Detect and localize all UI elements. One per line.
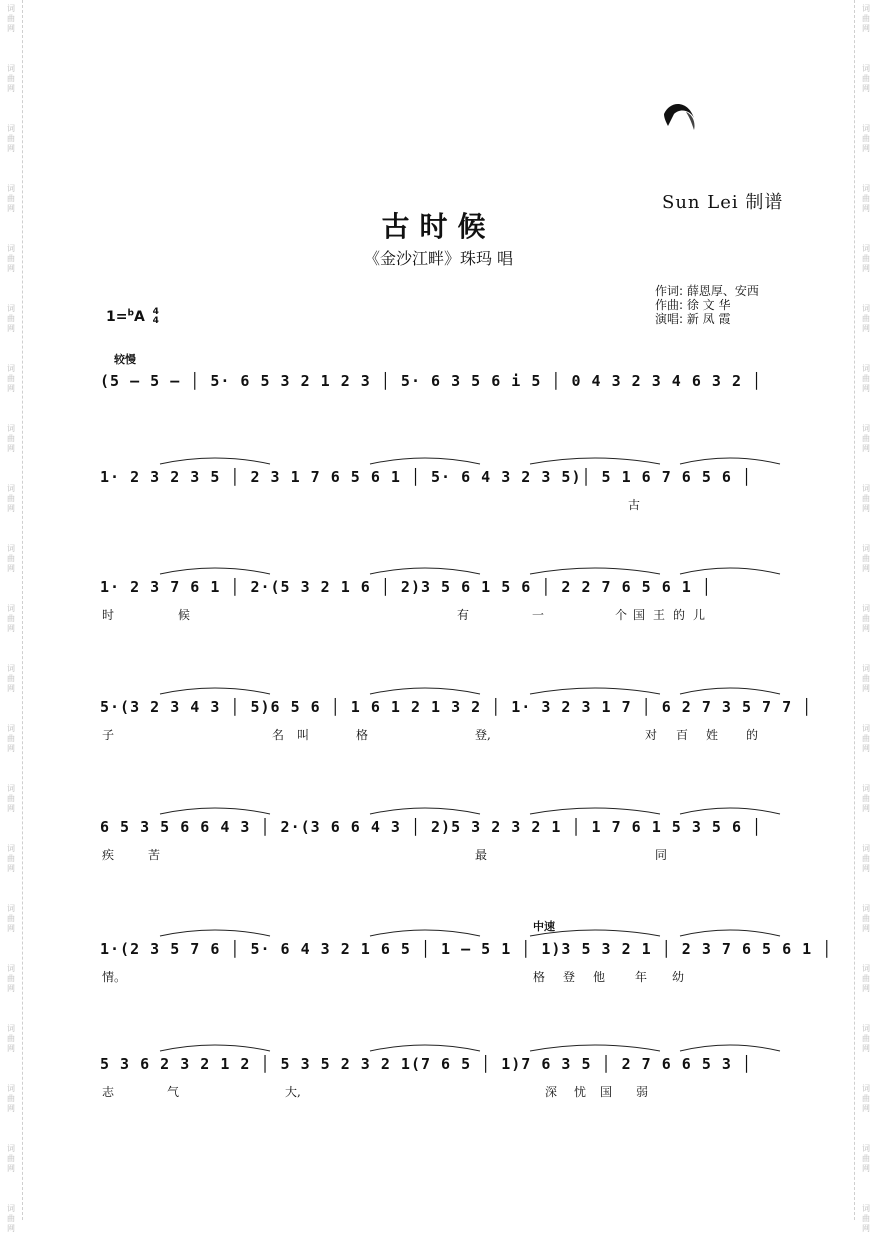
- watermark-text: 词 曲 网: [7, 244, 15, 273]
- logo-text: Sun Lei 制谱: [662, 192, 784, 213]
- watermark-text: 词 曲 网: [862, 664, 870, 693]
- lyric-syllable: 有: [457, 608, 470, 622]
- lyric-syllable: 格: [356, 728, 369, 742]
- lyric-syllable: 的: [673, 608, 686, 622]
- bird-logo-icon: [660, 100, 710, 140]
- lyric-syllable: 忧: [574, 1085, 587, 1099]
- lyric-syllable: 登: [563, 970, 576, 984]
- slur-marks: [100, 1037, 790, 1053]
- watermark-text: 词 曲 网: [862, 364, 870, 393]
- lyric-syllable: 叫: [297, 728, 310, 742]
- lyrics-line: [100, 726, 790, 746]
- lyric-syllable: 名: [272, 728, 285, 742]
- watermark-text: 词 曲 网: [7, 124, 15, 153]
- jianpu-notes: 1· 2 3 2 3 5 │ 2 3 1 7 6 5 6 1 │ 5· 6 4 3 2 3 5)│ 5 1 6 7 6 5 6 │: [100, 468, 752, 486]
- watermark-text: 词 曲 网: [862, 904, 870, 933]
- lyric-syllable: 气: [167, 1085, 180, 1099]
- lyric-syllable: 对: [645, 728, 658, 742]
- watermark-text: 词 曲 网: [7, 1204, 15, 1233]
- credits: [655, 284, 759, 326]
- time-signature: 4 4: [152, 307, 159, 326]
- lyric-syllable: 深: [545, 1085, 558, 1099]
- slur-marks: [100, 800, 790, 816]
- lyric-syllable: 幼: [672, 970, 685, 984]
- watermark-text: 词 曲 网: [7, 664, 15, 693]
- watermark-text: 词 曲 网: [7, 304, 15, 333]
- watermark-text: 词 曲 网: [7, 1144, 15, 1173]
- lyric-syllable: 他: [593, 970, 606, 984]
- lyricist-credit: 作词: 薛恩厚、安西: [655, 284, 759, 298]
- jianpu-notes: (5 — 5 — │ 5· 6 5 3 2 1 2 3 │ 5· 6 3 5 6 i 5 │ 0 4 3 2 3 4 6 3 2 │: [100, 372, 763, 390]
- lyric-syllable: 的: [746, 728, 759, 742]
- lyrics-line: [100, 606, 790, 626]
- lyrics-line: [100, 968, 790, 988]
- tempo-mark-moderate: 中速: [533, 920, 555, 933]
- watermark-text: 词 曲 网: [7, 1084, 15, 1113]
- lyrics-line: [100, 1083, 790, 1103]
- lyrics-line: [100, 496, 790, 516]
- lyric-syllable: 情。: [102, 970, 127, 984]
- lyric-syllable: 姓: [706, 728, 719, 742]
- lyric-syllable: 弱: [636, 1085, 649, 1099]
- watermark-text: 词 曲 网: [7, 424, 15, 453]
- slur-marks: [100, 680, 790, 696]
- key-note: A: [133, 309, 145, 325]
- jianpu-notes: 6 5 3 5 6 6 4 3 │ 2·(3 6 6 4 3 │ 2)5 3 2 3 2 1 │ 1 7 6 1 5 3 5 6 │: [100, 818, 763, 836]
- song-subtitle: 《金沙江畔》珠玛 唱: [363, 249, 514, 268]
- lyric-syllable: 个: [615, 608, 628, 622]
- watermark-text: 词 曲 网: [862, 244, 870, 273]
- slur-marks: [100, 560, 790, 576]
- lyric-syllable: 同: [655, 848, 668, 862]
- watermark-text: 词 曲 网: [862, 1204, 870, 1233]
- watermark-text: 词 曲 网: [862, 784, 870, 813]
- tempo-mark-slow: 较慢: [114, 353, 136, 366]
- watermark-text: 词 曲 网: [862, 844, 870, 873]
- song-title: 古时候: [381, 210, 496, 243]
- lyric-syllable: 志: [102, 1085, 115, 1099]
- watermark-text: 词 曲 网: [862, 124, 870, 153]
- slur-marks: [100, 450, 790, 466]
- key-flat: b: [127, 308, 134, 319]
- lyric-syllable: 王: [653, 608, 666, 622]
- slur-marks: [100, 922, 790, 938]
- watermark-text: 词 曲 网: [862, 604, 870, 633]
- watermark-text: 词 曲 网: [862, 1024, 870, 1053]
- watermark-text: 词 曲 网: [7, 844, 15, 873]
- watermark-text: 词 曲 网: [862, 544, 870, 573]
- watermark-text: 词 曲 网: [7, 544, 15, 573]
- lyric-syllable: 国: [600, 1085, 613, 1099]
- watermark-text: 词 曲 网: [7, 604, 15, 633]
- jianpu-notes: 5·(3 2 3 4 3 │ 5)6 5 6 │ 1 6 1 2 1 3 2 │ 1· 3 2 3 1 7 │ 6 2 7 3 5 7 7 │: [100, 698, 813, 716]
- watermark-text: 词 曲 网: [862, 184, 870, 213]
- jianpu-notes: 1· 2 3 7 6 1 │ 2·(5 3 2 1 6 │ 2)3 5 6 1 5 6 │ 2 2 7 6 5 6 1 │: [100, 578, 712, 596]
- right-watermark-strip: [854, 0, 877, 1233]
- watermark-text: 词 曲 网: [7, 64, 15, 93]
- lyric-syllable: 最: [475, 848, 488, 862]
- lyric-syllable: 时: [102, 608, 115, 622]
- lyric-syllable: 大,: [285, 1085, 301, 1099]
- lyric-syllable: 苦: [148, 848, 161, 862]
- watermark-text: 词 曲 网: [862, 1084, 870, 1113]
- watermark-text: 词 曲 网: [7, 1024, 15, 1053]
- lyric-syllable: 古: [628, 498, 641, 512]
- lyric-syllable: 候: [178, 608, 191, 622]
- watermark-text: 词 曲 网: [7, 364, 15, 393]
- lyric-syllable: 疾: [102, 848, 115, 862]
- jianpu-notes: 1·(2 3 5 7 6 │ 5· 6 4 3 2 1 6 5 │ 1 — 5 1 │ 1)3 5 3 2 1 │ 2 3 7 6 5 6 1 │: [100, 940, 833, 958]
- lyric-syllable: 百: [676, 728, 689, 742]
- lyric-syllable: 格: [533, 970, 546, 984]
- lyrics-line: [100, 400, 790, 420]
- composer-credit: 作曲: 徐 文 华: [655, 298, 731, 312]
- key-signature: [106, 308, 159, 326]
- lyric-syllable: 年: [635, 970, 648, 984]
- watermark-text: 词 曲 网: [862, 964, 870, 993]
- watermark-text: 词 曲 网: [862, 424, 870, 453]
- lyrics-line: [100, 846, 790, 866]
- lyric-syllable: 儿: [693, 608, 706, 622]
- watermark-text: 词 曲 网: [862, 4, 870, 33]
- lyric-syllable: 登,: [475, 728, 491, 742]
- jianpu-notes: 5 3 6 2 3 2 1 2 │ 5 3 5 2 3 2 1(7 6 5 │ 1)7 6 3 5 │ 2 7 6 6 5 3 │: [100, 1055, 752, 1073]
- watermark-text: 词 曲 网: [7, 724, 15, 753]
- lyric-syllable: 子: [102, 728, 115, 742]
- lyric-syllable: 国: [633, 608, 646, 622]
- watermark-text: 词 曲 网: [862, 484, 870, 513]
- singer-credit: 演唱: 新 凤 霞: [655, 312, 731, 326]
- watermark-text: 词 曲 网: [862, 304, 870, 333]
- watermark-text: 词 曲 网: [7, 484, 15, 513]
- watermark-text: 词 曲 网: [7, 784, 15, 813]
- watermark-text: 词 曲 网: [862, 64, 870, 93]
- left-watermark-strip: [0, 0, 23, 1233]
- watermark-text: 词 曲 网: [7, 904, 15, 933]
- watermark-text: 词 曲 网: [7, 4, 15, 33]
- lyric-syllable: 一: [532, 608, 545, 622]
- watermark-text: 词 曲 网: [862, 724, 870, 753]
- watermark-text: 词 曲 网: [7, 964, 15, 993]
- logo: [660, 100, 790, 220]
- watermark-text: 词 曲 网: [7, 184, 15, 213]
- key-label: 1=: [106, 309, 128, 325]
- watermark-text: 词 曲 网: [862, 1144, 870, 1173]
